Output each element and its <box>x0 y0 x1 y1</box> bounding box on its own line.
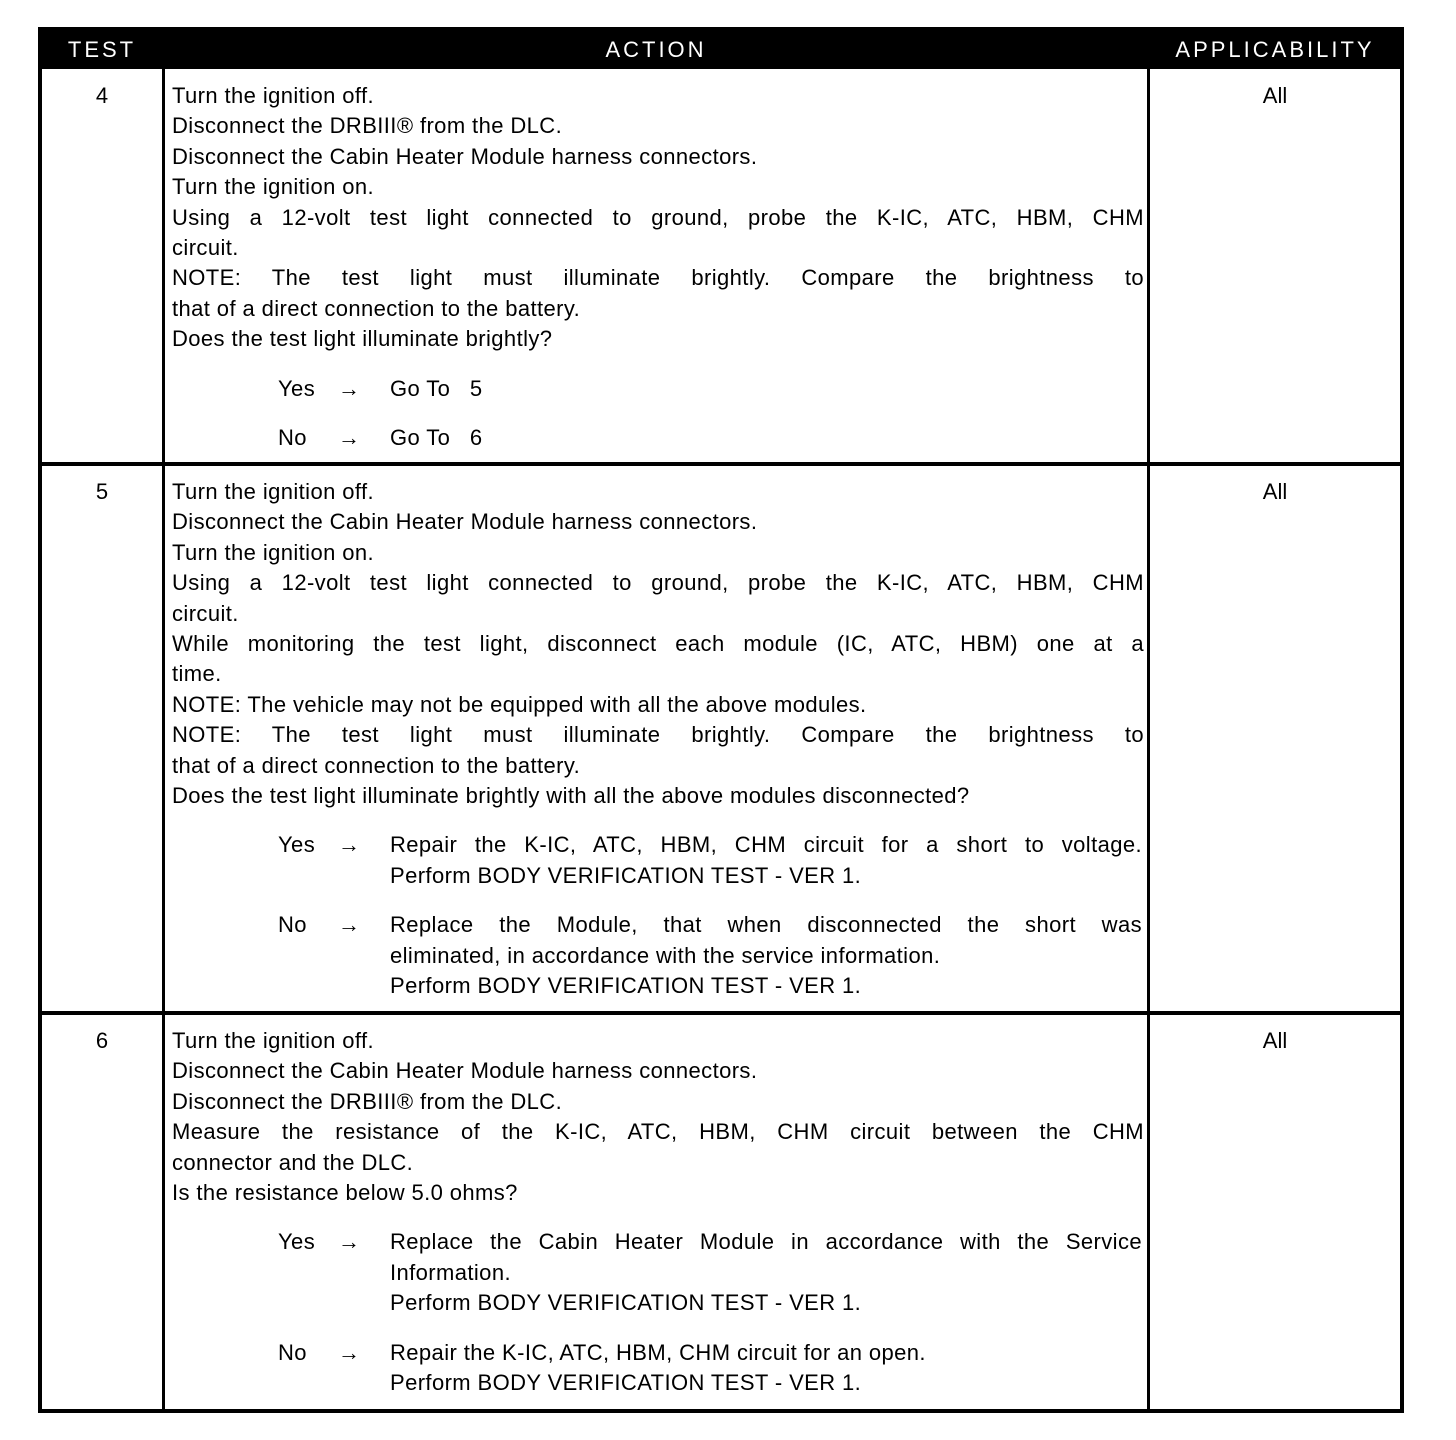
result-text <box>390 830 1142 891</box>
action-line: Using a 12-volt test light connected to ground, probe the K-IC, ATC, HBM, CHM <box>172 204 1144 230</box>
result-line: eliminated, in accordance with the service information. <box>390 942 941 968</box>
action-line: circuit. <box>172 600 239 626</box>
result-line: Replace the Module, that when disconnected the short was <box>390 912 1142 938</box>
result-line: Go To 5 <box>390 375 483 401</box>
action-line: Does the test light illuminate brightly with all the above modules disconnected? <box>172 783 970 809</box>
action-line: Turn the ignition off. <box>172 1028 375 1053</box>
result-label: Yes <box>278 375 316 401</box>
result-line: Perform BODY VERIFICATION TEST - VER 1. <box>390 1290 862 1316</box>
action-line: While monitoring the test light, disconnect each module (IC, ATC, HBM) one at a <box>172 631 1144 657</box>
action-line: connector and the DLC. <box>172 1149 414 1175</box>
action-line: Turn the ignition on. <box>172 539 375 565</box>
header-applicability: APPLICABILITY <box>1175 37 1375 62</box>
column-divider <box>1147 69 1150 1413</box>
action-line: Is the resistance below 5.0 ohms? <box>172 1180 518 1206</box>
arrow-icon: → <box>338 912 361 938</box>
result-no <box>172 910 1144 1001</box>
result-label: No <box>278 425 307 451</box>
result-no <box>172 1338 1144 1399</box>
result-line: Go To 6 <box>390 425 483 451</box>
result-yes <box>172 1227 1144 1318</box>
row-divider <box>42 462 1400 466</box>
result-line: Information. <box>390 1259 511 1285</box>
result-yes <box>172 830 1144 891</box>
result-text <box>390 1338 1142 1399</box>
header-action: ACTION <box>605 37 707 62</box>
arrow-icon: → <box>338 832 361 858</box>
result-text <box>390 423 1142 453</box>
action-line: that of a direct connection to the battery. <box>172 295 581 321</box>
result-line: Perform BODY VERIFICATION TEST - VER 1. <box>390 862 862 888</box>
header-test: TEST <box>67 37 137 62</box>
arrow-icon: → <box>338 1339 361 1365</box>
action-line: NOTE: The test light must illuminate brightly. Compare the brightness to <box>172 265 1144 291</box>
result-line: Repair the K-IC, ATC, HBM, CHM circuit for an open. <box>390 1339 926 1365</box>
action-line: Turn the ignition on. <box>172 174 375 200</box>
result-line: Perform BODY VERIFICATION TEST - VER 1. <box>390 973 862 999</box>
action-line: Turn the ignition off. <box>172 83 375 108</box>
applicability-value: All <box>1262 1028 1288 1053</box>
action-cell <box>172 81 1144 453</box>
arrow-icon: → <box>338 1229 361 1255</box>
action-line: circuit. <box>172 235 239 261</box>
action-line: Disconnect the DRBIII® from the DLC. <box>172 113 563 139</box>
action-line: NOTE: The vehicle may not be equipped with all the above modules. <box>172 691 867 717</box>
arrow-icon: → <box>338 425 361 451</box>
row-divider <box>42 1011 1400 1015</box>
result-yes <box>172 374 1144 404</box>
result-label: No <box>278 1339 307 1365</box>
action-line: Turn the ignition off. <box>172 479 375 504</box>
test-number: 6 <box>95 1028 109 1053</box>
action-line: NOTE: The test light must illuminate brightly. Compare the brightness to <box>172 722 1144 748</box>
result-text <box>390 910 1142 1001</box>
action-line: Disconnect the Cabin Heater Module harness connectors. <box>172 509 758 535</box>
applicability-value: All <box>1262 479 1288 504</box>
action-cell <box>172 1026 1144 1398</box>
result-line: Repair the K-IC, ATC, HBM, CHM circuit for a short to voltage. <box>390 832 1142 858</box>
action-line: that of a direct connection to the battery. <box>172 752 581 778</box>
table-header <box>42 31 1400 69</box>
diagnostic-table <box>38 27 1404 1413</box>
action-line: Does the test light illuminate brightly? <box>172 326 553 352</box>
result-label: Yes <box>278 832 316 858</box>
test-number: 4 <box>95 83 109 108</box>
result-label: No <box>278 912 307 938</box>
result-no <box>172 423 1144 453</box>
action-line: Disconnect the Cabin Heater Module harness connectors. <box>172 1058 758 1084</box>
action-line: time. <box>172 661 222 687</box>
result-text <box>390 1227 1142 1318</box>
column-divider <box>162 69 165 1413</box>
action-cell <box>172 477 1144 1001</box>
result-label: Yes <box>278 1229 316 1255</box>
arrow-icon: → <box>338 375 361 401</box>
action-line: Measure the resistance of the K-IC, ATC, HBM, CHM circuit between the CHM <box>172 1119 1144 1145</box>
result-line: Replace the Cabin Heater Module in accordance with the Service <box>390 1229 1142 1255</box>
action-line: Disconnect the Cabin Heater Module harness connectors. <box>172 143 758 169</box>
action-line: Disconnect the DRBIII® from the DLC. <box>172 1088 563 1114</box>
result-text <box>390 374 1142 404</box>
action-line: Using a 12-volt test light connected to ground, probe the K-IC, ATC, HBM, CHM <box>172 570 1144 596</box>
applicability-value: All <box>1262 83 1288 108</box>
result-line: Perform BODY VERIFICATION TEST - VER 1. <box>390 1370 862 1396</box>
test-number: 5 <box>95 479 109 504</box>
